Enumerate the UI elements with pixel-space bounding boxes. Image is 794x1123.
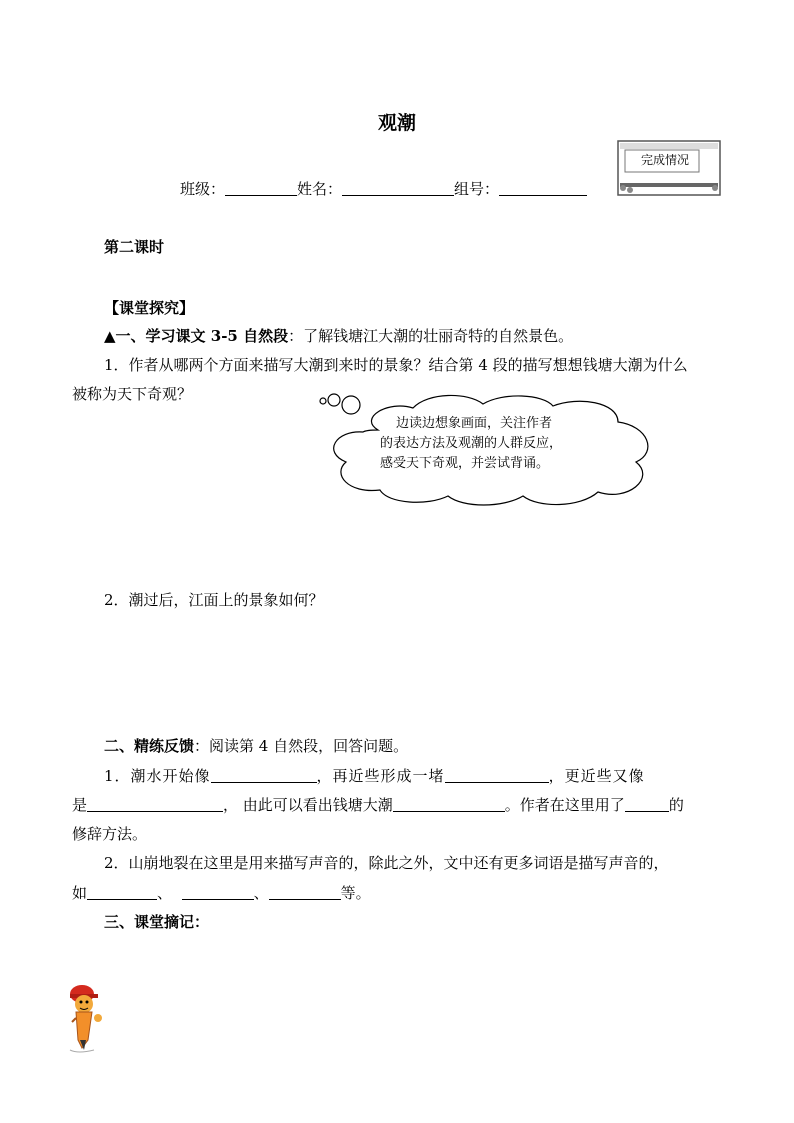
part2-q1-b: ，再近些形成一堵: [316, 767, 445, 785]
part2-q1-e: ， 由此可以看出钱塘大潮: [223, 796, 393, 814]
blank-3[interactable]: [87, 797, 223, 812]
part1-q2: 2．潮过后，江面上的景象如何？: [104, 591, 324, 609]
part1-heading-rest: ：了解钱塘江大潮的壮丽奇特的自然景色。: [288, 327, 574, 345]
completion-status-box: [617, 140, 721, 196]
blank-4[interactable]: [393, 797, 505, 812]
blank-5[interactable]: [625, 797, 669, 812]
page-title: 观潮: [377, 112, 416, 134]
part2-heading: 二、精练反馈: [104, 737, 195, 755]
part1-heading-line: [104, 325, 573, 346]
blank-8[interactable]: [269, 885, 341, 900]
part3-heading: 三、课堂摘记：: [104, 913, 210, 931]
part1-heading: ▲一、学习课文 3-5 自然段: [104, 327, 289, 345]
class-label: 班级：: [180, 180, 226, 198]
part2-q2-line2: [72, 882, 371, 903]
group-blank[interactable]: [499, 181, 587, 196]
part2-q2-a: 如: [72, 884, 88, 902]
thought-cloud: [318, 390, 668, 508]
cloud-line-2: 的表达方法及观潮的人群反应，: [380, 436, 563, 451]
part2-heading-line: [104, 735, 408, 756]
part2-q2-d: 等。: [340, 884, 371, 902]
cloud-line-3: 感受天下奇观，并尝试背诵。: [380, 456, 550, 471]
part2-q1-c: ，更近些又像: [548, 767, 645, 785]
part2-q1-line3: 修辞方法。: [72, 825, 148, 843]
blank-7[interactable]: [182, 885, 254, 900]
part1-q1-line2: 被称为天下奇观？: [72, 385, 193, 403]
group-label: 组号：: [454, 180, 500, 198]
part2-q2-line1: 2．山崩地裂在这里是用来描写声音的，除此之外，文中还有更多词语是描写声音的，: [104, 854, 669, 872]
part2-q1-a: 1．潮水开始像: [104, 767, 211, 785]
pencil-mascot-icon: [64, 982, 116, 1054]
part2-q1-f: 。作者在这里用了: [504, 796, 625, 814]
class-blank[interactable]: [225, 181, 297, 196]
part2-heading-rest: ：阅读第 4 自然段，回答问题。: [194, 737, 409, 755]
lesson-label: 第二课时: [104, 238, 165, 256]
status-frame-icon: [617, 140, 721, 196]
status-box-label: 完成情况: [641, 153, 690, 167]
name-blank[interactable]: [342, 181, 454, 196]
blank-2[interactable]: [445, 768, 549, 783]
part2-q2-b: 、: [157, 884, 173, 902]
part1-q1-line1: 1．作者从哪两个方面来描写大潮到来时的景象？结合第 4 段的描写想想钱塘大潮为什么: [104, 356, 688, 374]
blank-1[interactable]: [211, 768, 317, 783]
part2-q1-line1: [104, 765, 645, 786]
part2-q1-line2: [72, 794, 684, 815]
part2-q1-g: 的: [668, 796, 684, 814]
section-explore-heading: 【课堂探究】: [104, 299, 195, 317]
cloud-line-1: 边读边想象画面，关注作者: [396, 416, 553, 431]
part2-q2-c: 、: [253, 884, 269, 902]
part2-q1-d: 是: [72, 796, 88, 814]
name-label: 姓名：: [297, 180, 343, 198]
blank-6[interactable]: [87, 885, 157, 900]
info-line: [180, 178, 587, 199]
